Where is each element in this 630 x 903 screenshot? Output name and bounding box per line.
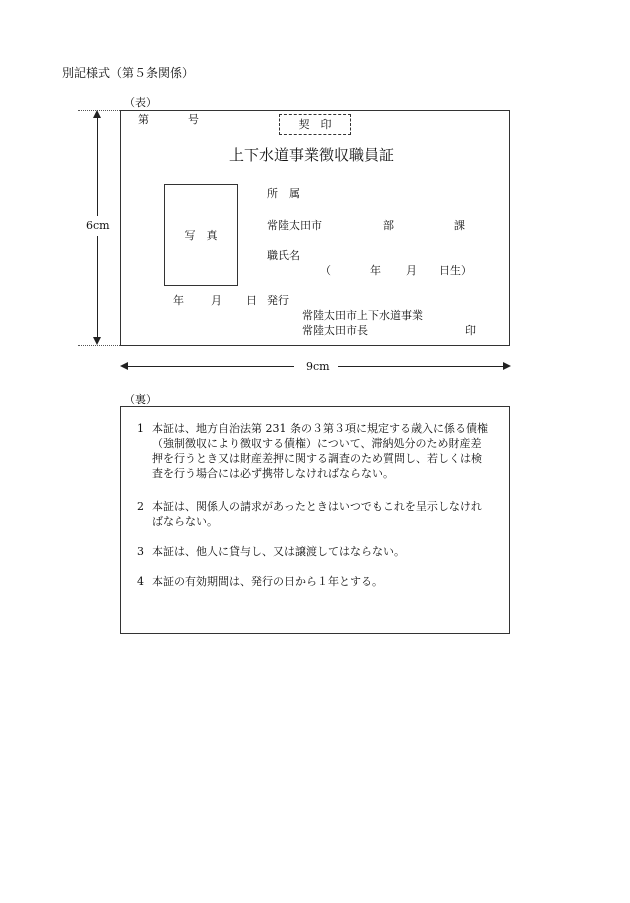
height-guide-bottom [78,345,120,346]
dob-close: 日生） [439,264,472,277]
photo-frame [164,184,238,286]
note-text: 本証の有効期間は、発行の日から１年とする。 [152,575,383,588]
card-number-prefix: 第 [138,113,149,126]
note-number: 3 [137,545,144,558]
note-number: 4 [137,575,144,588]
height-dimension-line-bottom [97,236,98,338]
issuer-org: 常陸太田市上下水道事業 [302,309,423,322]
note-number: 2 [137,500,144,513]
back-label: （裏） [124,393,157,406]
seal-label: 契 印 [298,118,332,131]
affiliation-label: 所 属 [267,187,300,200]
front-card [120,110,510,346]
note-text: 本証は、関係人の請求があったときはいつでもこれを呈示しなければならない。 [152,500,482,528]
arrow-right-icon [503,362,511,370]
height-dimension-line-top [97,116,98,216]
note-item-3 [137,544,489,559]
photo-label: 写 真 [184,229,218,242]
issue-label: 発行 [267,294,289,307]
dob-open: （ [320,264,331,277]
note-text: 本証は、地方自治法第 231 条の３第３項に規定する歳入に係る債権（強制徴収により徴収する債権）について、滞納処分のため財産差押を行うとき又は財産差押に関する調査のため質問し、若しくは検査を行う場合には必ず携帯しなければならない。 [152,422,488,480]
front-label: （表） [124,96,157,109]
issuer-mayor: 常陸太田市長 [302,324,368,337]
note-text: 本証は、他人に貸与し、又は譲渡してはならない。 [152,545,405,558]
width-dimension-line-right [338,366,504,367]
dob-year: 年 [370,264,381,277]
stamp-mark: 印 [465,324,476,337]
seal-box [279,114,351,135]
card-number-suffix: 号 [188,113,199,126]
height-label: 6cm [86,219,110,232]
name-label: 職氏名 [267,249,300,262]
section-suffix: 課 [454,219,465,232]
form-header: 別記様式（第５条関係） [62,66,195,80]
arrow-left-icon [120,362,128,370]
arrow-down-icon [93,337,101,345]
card-title: 上下水道事業徴収職員証 [229,146,395,164]
width-dimension-line-left [126,366,294,367]
note-item-2 [137,499,489,529]
city-name: 常陸太田市 [267,219,322,232]
department-suffix: 部 [383,219,394,232]
arrow-up-icon [93,110,101,118]
note-item-4 [137,574,489,589]
width-label: 9cm [306,360,330,373]
note-item-1 [137,421,489,481]
dob-month: 月 [406,264,417,277]
note-number: 1 [137,422,144,435]
issue-day: 日 [246,294,257,307]
issue-month: 月 [211,294,222,307]
issue-year: 年 [173,294,184,307]
